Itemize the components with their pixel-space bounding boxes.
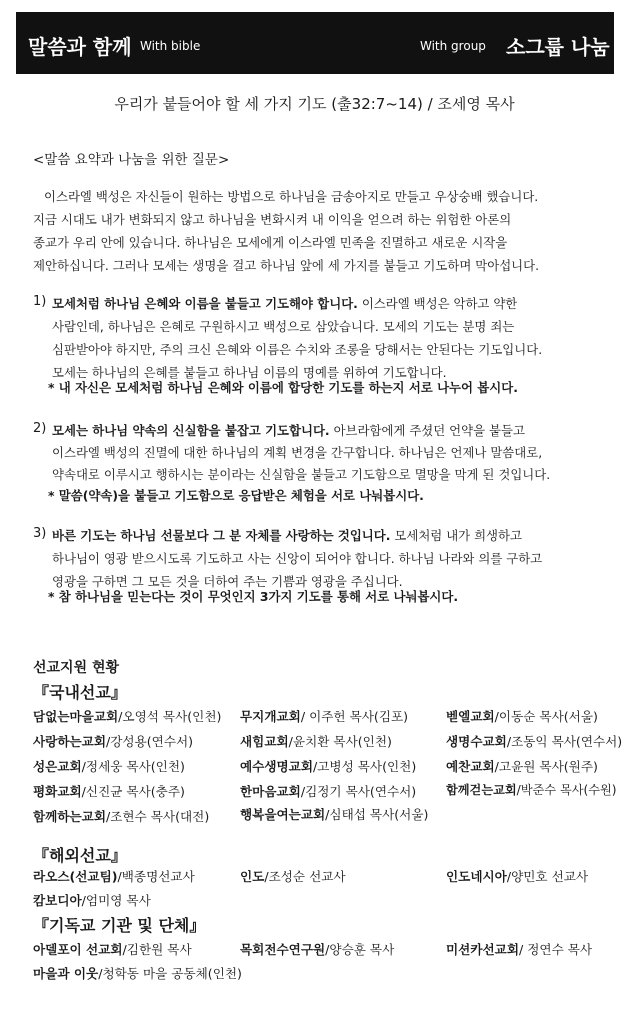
mission-name: 평화교회	[33, 784, 82, 799]
mission-name: 벧엘교회	[446, 709, 495, 724]
mission-detail: /강성용(연수서)	[106, 734, 194, 749]
mission-detail: /양민호 선교사	[506, 869, 589, 884]
point-line: 사람인데, 하나님은 은혜로 구원하시고 백성으로 삼았습니다. 모세의 기도는 분명 죄는	[52, 319, 515, 334]
mission-name: 행복을여는교회	[240, 807, 326, 822]
point-heading: 모세처럼 하나님 은혜와 이름을 붙들고 기도해야 합니다.	[52, 296, 358, 311]
point-line: 이스라엘 백성의 진멸에 대한 하나님의 계획 변경을 간구합니다. 하나님은 언제나 말씀대로,	[52, 445, 543, 460]
point-lead: 모세처럼 내가 희생하고	[390, 528, 522, 543]
point-heading: 모세는 하나님 약속의 신실함을 붙잡고 기도합니다.	[52, 423, 330, 438]
mission-name: 아델포이 선교회	[33, 942, 123, 957]
mission-detail: /조현수 목사(대전)	[106, 809, 210, 824]
mission-detail: /박준수 목사(수원)	[516, 783, 617, 797]
mission-name: 새힘교회	[240, 734, 289, 749]
mission-name: 예찬교회	[446, 759, 495, 774]
mission-entry	[33, 866, 195, 885]
mission-name: 미션카선교회	[446, 942, 519, 957]
point-line: 영광을 구하면 그 모든 것을 더하여 주는 기쁨과 영광을 주십니다.	[52, 574, 403, 589]
mission-detail: /조성순 선교사	[264, 869, 346, 884]
mission-name: 한마음교회	[240, 784, 301, 799]
header-title-right: 소그룹 나눔	[506, 35, 610, 59]
point-number: 3)	[33, 526, 47, 541]
mission-detail: /조동익 목사(연수서)	[506, 734, 623, 749]
mission-entry	[33, 731, 193, 750]
sermon-title: 우리가 붙들어야 할 세 가지 기도 (출32:7~14) / 조세영 목사	[114, 95, 515, 113]
mission-entry	[240, 731, 392, 750]
mission-name: 담없는마을교회	[33, 709, 119, 724]
mission-detail: /김정기 목사(연수서)	[300, 784, 417, 799]
mission-detail: / 정연수 목사	[519, 942, 593, 957]
mission-entry	[240, 781, 416, 800]
intro-line: 지금 시대도 내가 변화되지 않고 하나님을 변화시켜 내 이익을 얻으려 하는 위험한 아론의	[33, 212, 512, 227]
point-question: * 말씀(약속)을 붙들고 기도함으로 응답받은 체험을 서로 나눠봅시다.	[48, 488, 424, 503]
mission-detail: /백종명선교사	[117, 869, 195, 884]
mission-entry	[240, 866, 346, 885]
mission-entry	[446, 939, 592, 958]
mission-entry	[446, 781, 617, 798]
point-heading-line	[52, 526, 522, 544]
mission-detail: /고윤원 목사(원주)	[494, 759, 598, 774]
mission-detail: / 이주헌 목사(김포)	[300, 709, 409, 724]
point-lead: 아브라함에게 주셨던 언약을 붙들고	[329, 423, 525, 438]
point-heading-line	[52, 421, 525, 439]
mission-detail: /윤치환 목사(인천)	[288, 734, 392, 749]
header-title-left: 말씀과 함께	[28, 35, 132, 59]
mission-name: 함께걷는교회	[446, 783, 517, 797]
point-number: 2)	[33, 421, 47, 436]
mission-entry	[446, 866, 588, 885]
point-question: * 참 하나님을 믿는다는 것이 무엇인지 3가지 기도를 통해 서로 나눠봅시다.	[48, 589, 459, 604]
mission-entry	[446, 706, 598, 725]
mission-detail: /김한원 목사	[122, 942, 192, 957]
mission-name: 마을과 이웃	[33, 966, 99, 981]
mission-detail: /정세웅 목사(인천)	[81, 759, 185, 774]
mission-name: 생명수교회	[446, 734, 507, 749]
point-question: * 내 자신은 모세처럼 하나님 은혜와 이름에 합당한 기도를 하는지 서로 나누어 봅시다.	[48, 380, 518, 395]
overseas-missions-title: 『해외선교』	[33, 846, 127, 865]
header-subtitle-left: With bible	[140, 39, 201, 53]
intro-line: 이스라엘 백성은 자신들이 원하는 방법으로 하나님을 금송아지로 만들고 우상숭배 했습니다.	[44, 189, 539, 204]
mission-name: 목회전수연구원	[240, 942, 326, 957]
mission-name: 함께하는교회	[33, 809, 106, 824]
point-line: 심판받아야 하지만, 주의 크신 은혜와 이름은 수치와 조롱을 당해서는 안된다는 기도입니다.	[52, 342, 543, 357]
point-line: 약속대로 이루시고 행하시는 분이라는 신실함을 붙들고 기도함으로 멸망을 막게 된 것입니다.	[52, 467, 551, 482]
mission-name: 성은교회	[33, 759, 82, 774]
mission-detail: /엄미영 목사	[81, 893, 151, 908]
mission-detail: /양승훈 목사	[325, 942, 395, 957]
mission-detail: /신진균 목사(충주)	[81, 784, 185, 799]
mission-name: 인도네시아	[446, 869, 507, 884]
mission-detail: /이동순 목사(서울)	[494, 709, 598, 724]
mission-name: 예수생명교회	[240, 759, 313, 774]
mission-entry	[240, 939, 394, 958]
header-banner	[16, 12, 614, 74]
mission-entry	[240, 804, 428, 823]
point-number: 1)	[33, 294, 47, 309]
intro-line: 종교가 우리 안에 있습니다. 하나님은 모세에게 이스라엘 민족을 진멸하고 새로운 시작을	[33, 235, 508, 250]
mission-entry	[33, 781, 185, 800]
mission-entry	[240, 756, 416, 775]
mission-detail: /청학동 마을 공동체(인천)	[98, 966, 242, 981]
mission-entry	[33, 706, 221, 725]
mission-name: 사랑하는교회	[33, 734, 106, 749]
mission-name: 캄보디아	[33, 893, 82, 908]
mission-name: 무지개교회	[240, 709, 301, 724]
missions-heading: 선교지원 현황	[33, 660, 120, 676]
mission-name: 인도	[240, 869, 265, 884]
mission-entry	[33, 756, 185, 775]
domestic-missions-title: 『국내선교』	[33, 683, 127, 702]
mission-entry	[446, 756, 598, 775]
mission-detail: /심태섭 목사(서울)	[325, 807, 429, 822]
mission-name: 라오스(선교팀)	[33, 869, 118, 884]
point-heading-line	[52, 294, 517, 312]
institutions-title: 『기독교 기관 및 단체』	[33, 916, 206, 935]
point-line: 하나님이 영광 받으시도록 기도하고 사는 신앙이 되어야 합니다. 하나님 나라와 의를 구하고	[52, 551, 543, 566]
mission-entry	[240, 706, 408, 725]
mission-entry	[33, 939, 192, 958]
point-heading: 바른 기도는 하나님 선물보다 그 분 자체를 사랑하는 것입니다.	[52, 528, 391, 543]
point-line: 모세는 하나님의 은혜를 붙들고 하나님 이름의 명예를 위하여 기도합니다.	[52, 365, 447, 380]
mission-entry	[446, 731, 622, 750]
mission-entry	[33, 890, 151, 909]
questions-heading: <말씀 요약과 나눔을 위한 질문>	[33, 152, 230, 168]
intro-line: 제안하십니다. 그러나 모세는 생명을 걸고 하나님 앞에 세 가지를 붙들고 기도하며 막아섭니다.	[33, 258, 540, 273]
mission-entry	[33, 806, 209, 825]
mission-detail: /고병성 목사(인천)	[313, 759, 417, 774]
mission-detail: /오영석 목사(인천)	[118, 709, 222, 724]
point-lead: 이스라엘 백성은 악하고 약한	[357, 296, 518, 311]
mission-entry	[33, 963, 242, 982]
header-subtitle-right: With group	[420, 39, 486, 53]
